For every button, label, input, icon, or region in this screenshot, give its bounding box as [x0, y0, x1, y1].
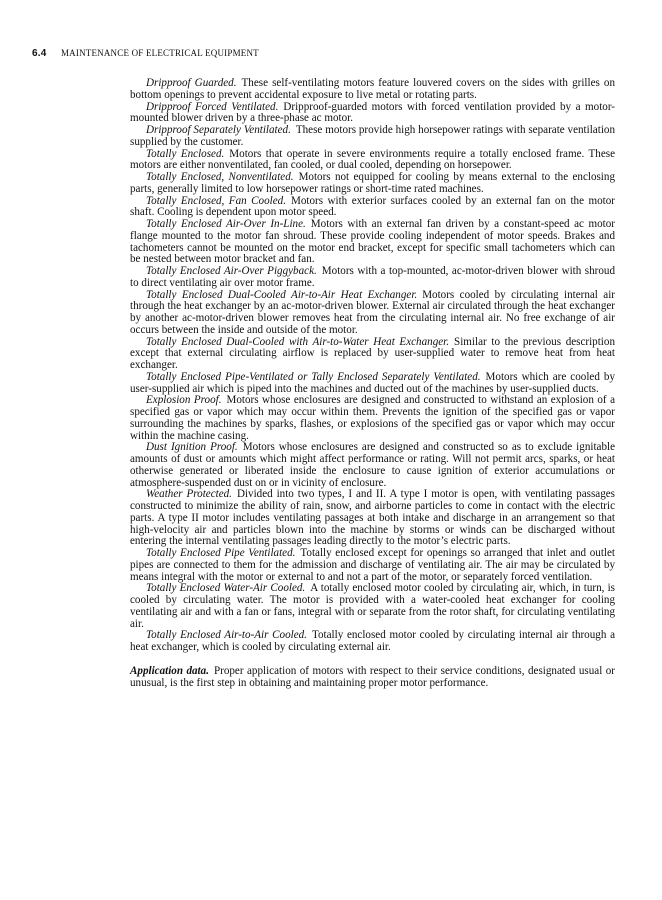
- entry-text: Totally enclosed except for openings so arranged that inlet and outlet pipes are connected to them for the admission and discharge of ventilating air. The air may be circulated by means integral with the motor or external to and not a part of the motor, or separately forced ventilation.: [130, 547, 615, 583]
- definition-entry: [130, 196, 615, 220]
- entry-text: Divided into two types, I and II. A type I motor is open, with ventilating passages constructed to minimize the ability of rain, snow, and airborne particles to come in contact with the electric parts. A type II motor includes ventilating passages at both intake and discharge in an arrangement so that high-velocity air and particles blown into the machine by storms or winds can be discharged without entering the internal ventilating passages leading directly to the motor’s electric parts.: [130, 488, 615, 548]
- definition-entry: [130, 149, 615, 173]
- entry-term: Totally Enclosed Air-Over In-Line.: [146, 218, 306, 230]
- entry-term: Totally Enclosed, Nonventilated.: [146, 171, 294, 183]
- entry-text: Motors not equipped for cooling by means external to the enclosing parts, generally limited to low horsepower ratings or short-time rated machines.: [130, 171, 615, 195]
- entry-text: Totally enclosed motor cooled by circulating internal air through a heat exchanger, which is cooled by circulating external air.: [130, 629, 616, 653]
- definition-entry: [130, 219, 615, 266]
- definition-entry: [130, 630, 615, 654]
- entry-term: Totally Enclosed, Fan Cooled.: [146, 194, 286, 207]
- entry-term: Totally Enclosed Pipe Ventilated.: [146, 547, 296, 559]
- entry-term: Totally Enclosed Air-to-Air Cooled.: [146, 629, 307, 642]
- running-header: [32, 48, 259, 59]
- definition-entry: [130, 548, 615, 583]
- entry-text: Motors with a top-mounted, ac-motor-driven blower with shroud to direct ventilating air over motor frame.: [130, 265, 615, 289]
- running-title: MAINTENANCE OF ELECTRICAL EQUIPMENT: [60, 48, 259, 58]
- definition-entry: [130, 125, 615, 149]
- entry-text: Motors with an external fan driven by a constant-speed ac motor flange mounted to the motor fan shroud. These provide cooling independent of motor speeds. Brakes and tachometers cannot be mounted on the motor end bracket, except for specific small tachometers which can be nested between motor bracket and fan.: [130, 218, 615, 266]
- entry-text: Motors whose enclosures are designed and constructed so as to exclude ignitable amounts of dust or amounts which might affect performance or rating. Will not permit arcs, sparks, or heat otherwise generated or liberated inside the enclosure to cause ignition of exterior accumulations or atmosphere-suspended dust on or in vicinity of enclosure.: [130, 441, 616, 489]
- definition-entry: [130, 78, 615, 102]
- definition-entry: [130, 172, 615, 196]
- application-data-heading: Application data.: [130, 664, 209, 677]
- entry-text: Similar to the previous description except that external circulating airflow is replaced by user-supplied water to remove heat from heat exchanger.: [130, 335, 615, 371]
- definition-entry: [130, 372, 615, 396]
- entry-text: Dripproof-guarded motors with forced ventilation provided by a motor-mounted blower driven by a three-phase ac motor.: [130, 100, 615, 125]
- entry-term: Totally Enclosed Dual-Cooled Air-to-Air Heat Exchanger.: [146, 288, 418, 301]
- definition-entry: [130, 442, 615, 489]
- definition-entry: [130, 337, 615, 372]
- entry-term: Totally Enclosed Water-Air Cooled.: [146, 582, 306, 595]
- entry-term: Dripproof Forced Ventilated.: [146, 100, 279, 113]
- entry-text: Motors cooled by circulating internal air through the heat exchanger by an ac-motor-driven blower. External air circulated through the heat exchanger by another ac-motor-driven blower removes heat from the circulating internal air. No free exchange of air occurs between the inside and outside of the motor.: [130, 288, 615, 336]
- page-number: 6.4: [32, 48, 47, 59]
- entry-term: Dripproof Separately Ventilated.: [146, 124, 291, 136]
- body-text: [130, 78, 615, 689]
- entry-text: Motors with exterior surfaces cooled by an external fan on the motor shaft. Cooling is dependent upon motor speed.: [130, 194, 615, 219]
- application-data-text: Proper application of motors with respect to their service conditions, designated usual or unusual, is the first step in obtaining and maintaining proper motor performance.: [130, 664, 615, 689]
- entry-text: These self-ventilating motors feature louvered covers on the sides with grilles on bottom openings to prevent accidental exposure to live metal or rotating parts.: [130, 77, 616, 101]
- entry-text: Motors which are cooled by user-supplied air which is piped into the machines and ducted out of the machines by user-supplied ducts.: [130, 370, 615, 395]
- entry-text: Motors that operate in severe environments require a totally enclosed frame. These motors are either nonventilated, fan cooled, or dual cooled, depending on horsepower.: [130, 147, 615, 172]
- definition-entry: [130, 290, 615, 337]
- definition-entry: [130, 266, 615, 290]
- application-data-paragraph: [130, 666, 615, 690]
- entry-text: These motors provide high horsepower ratings with separate ventilation supplied by the customer.: [130, 124, 615, 148]
- entry-term: Totally Enclosed.: [146, 147, 225, 160]
- entry-term: Totally Enclosed Pipe-Ventilated or Tally Enclosed Separately Ventilated.: [146, 370, 481, 383]
- definition-entry: [130, 102, 615, 126]
- entry-text: Motors whose enclosures are designed and constructed to withstand an explosion of a specified gas or vapor which may occur within them. Prevents the ignition of the specified gas or vapor surrounding the machines by sparks, flashes, or explosions of the specified gas or vapor which may occur within the machine casing.: [130, 394, 615, 442]
- definition-entry: [130, 583, 615, 630]
- definition-entry: [130, 489, 615, 548]
- definition-entry: [130, 395, 615, 442]
- entry-term: Dripproof Guarded.: [146, 77, 237, 89]
- entry-term: Totally Enclosed Dual-Cooled with Air-to-Water Heat Exchanger.: [146, 335, 450, 348]
- entry-term: Totally Enclosed Air-Over Piggyback.: [146, 265, 317, 277]
- entry-term: Dust Ignition Proof.: [146, 441, 238, 454]
- entry-term: Weather Protected.: [146, 488, 232, 501]
- entry-text: A totally enclosed motor cooled by circulating air, which, in turn, is cooled by circulating water. The motor is provided with a water-cooled heat exchanger for cooling ventilating air and with a fan or fans, integral with or separate from the rotor shaft, for circulating ventilating air.: [130, 582, 615, 630]
- entry-term: Explosion Proof.: [146, 394, 222, 407]
